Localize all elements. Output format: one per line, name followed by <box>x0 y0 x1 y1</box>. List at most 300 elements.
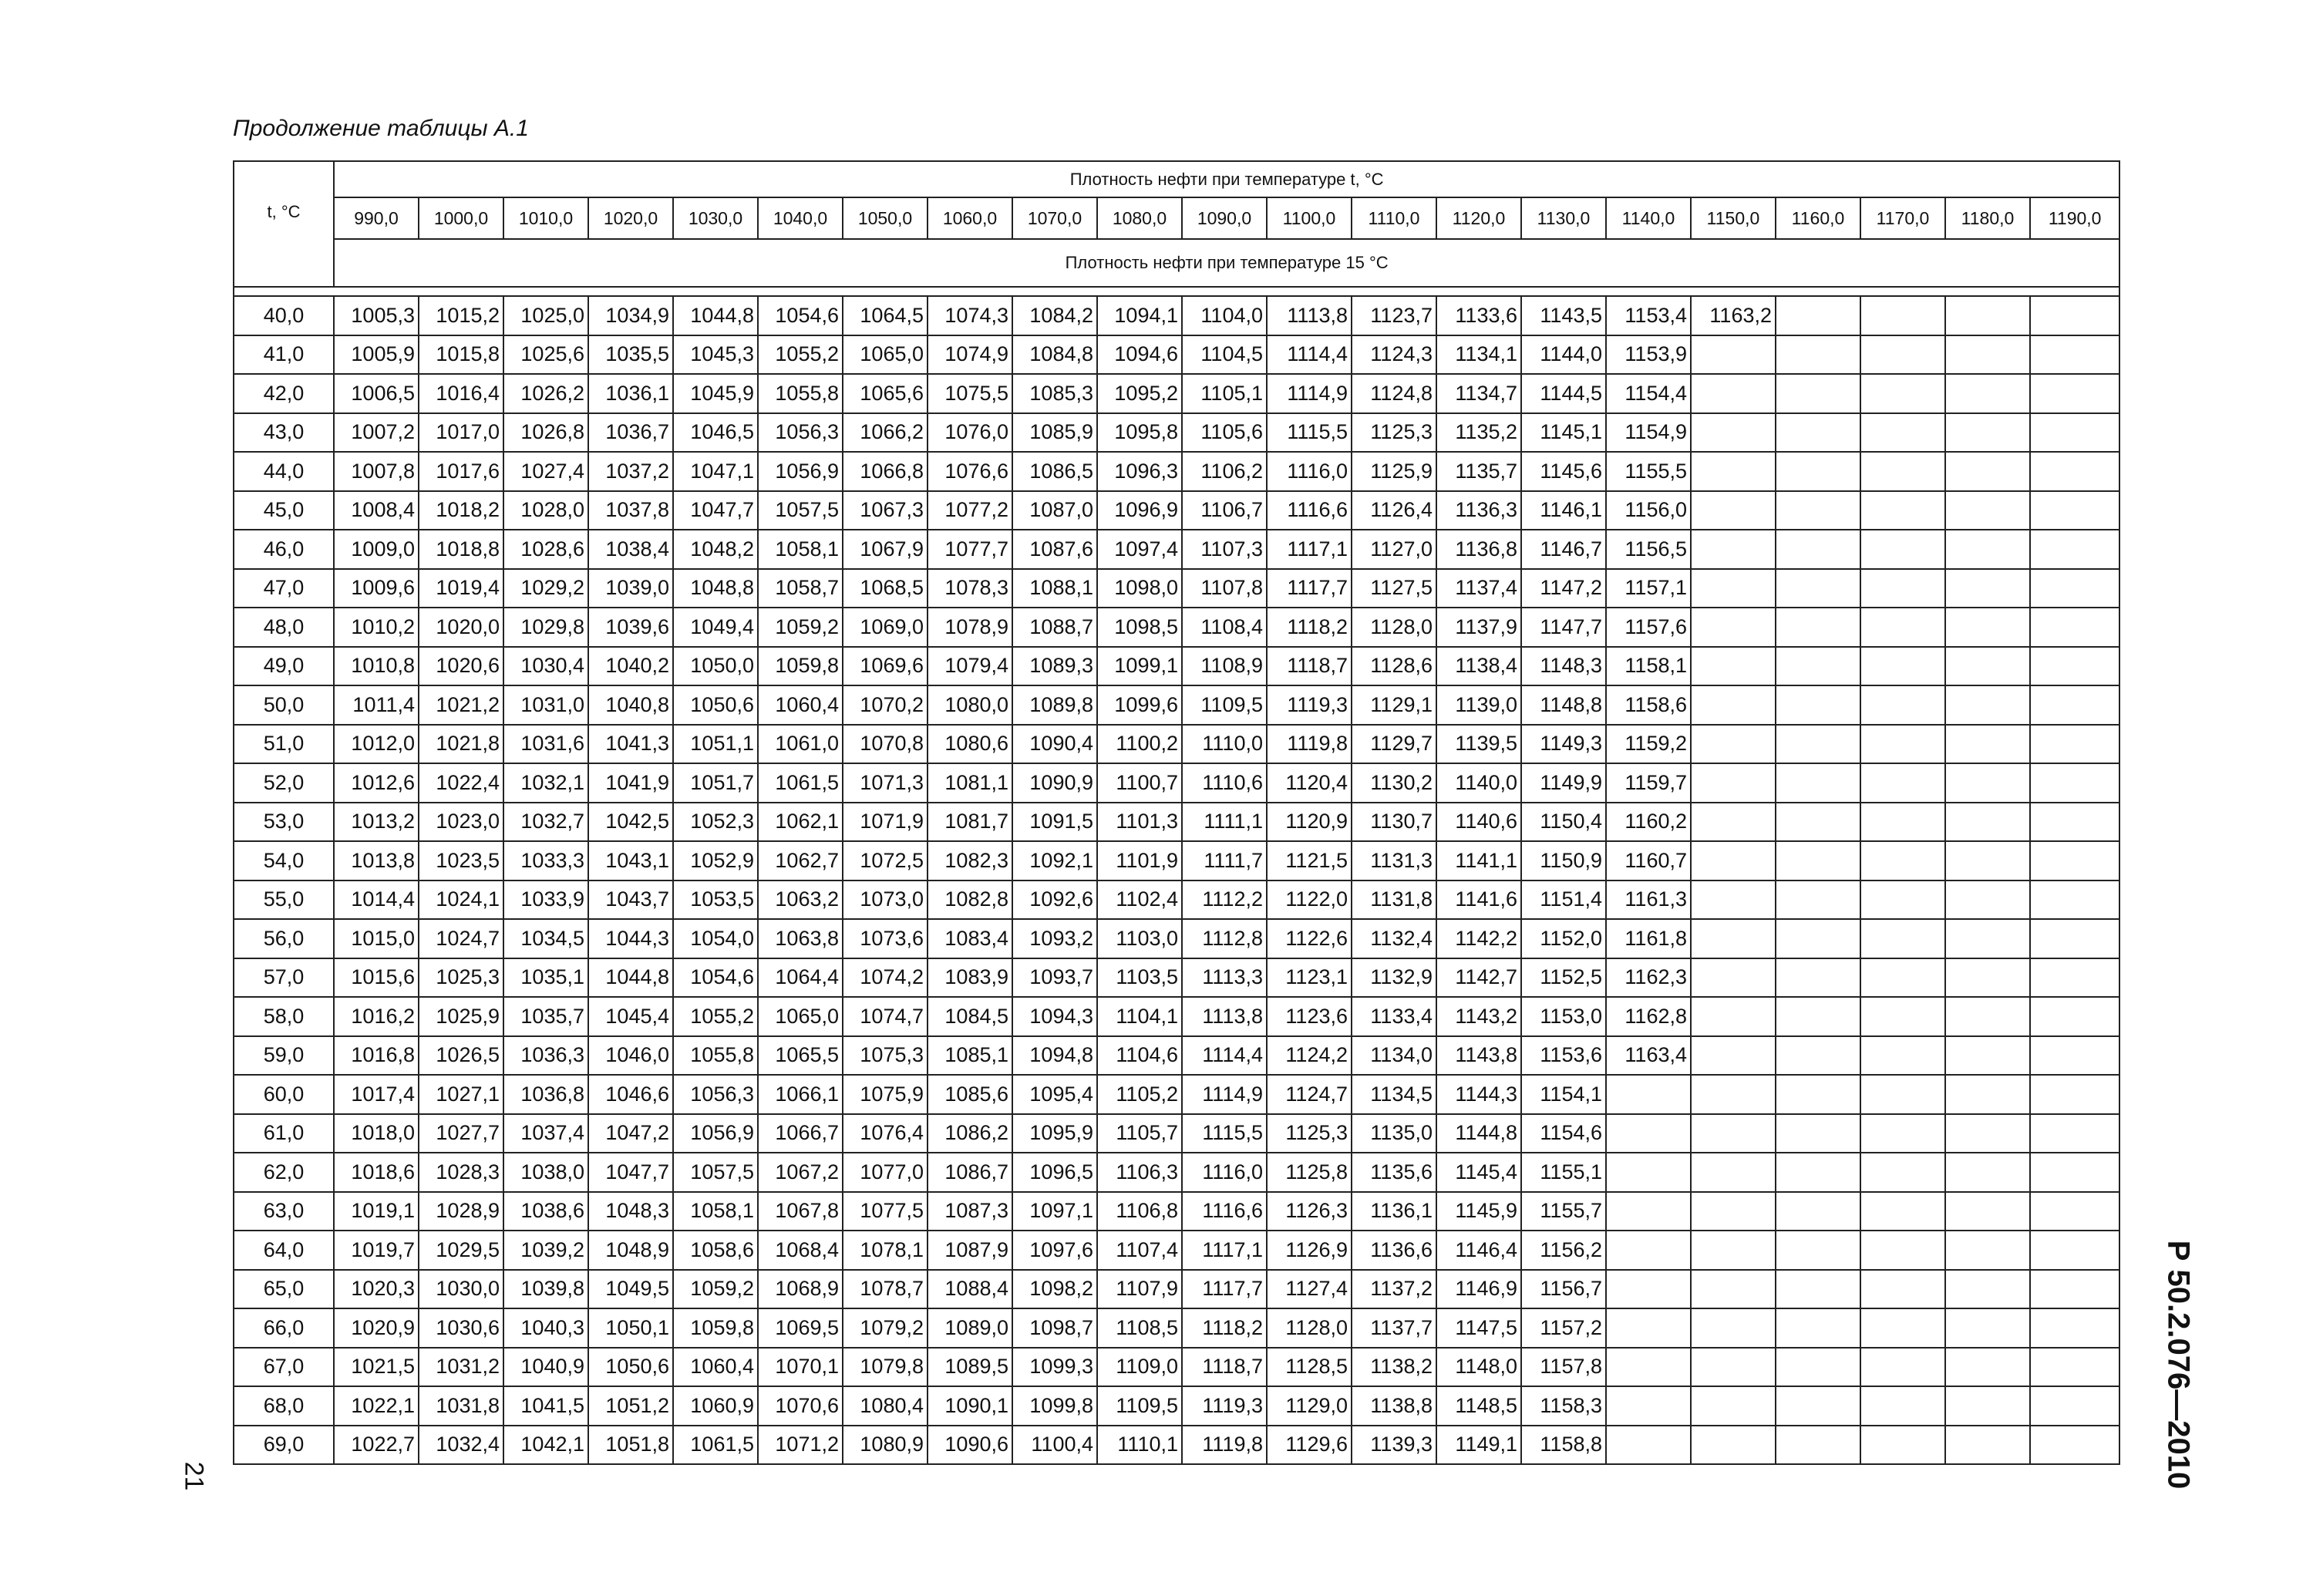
density-cell <box>1945 491 2030 530</box>
document-code: Р 50.2.076—2010 <box>2161 1240 2196 1490</box>
density-cell: 1028,9 <box>419 1192 503 1231</box>
temperature-cell: 62,0 <box>234 1153 334 1192</box>
density-cell: 1123,7 <box>1352 296 1436 335</box>
density-cell <box>1945 919 2030 958</box>
table-row <box>234 335 2119 375</box>
density-cell <box>1945 1426 2030 1465</box>
density-cell: 1088,7 <box>1012 608 1097 647</box>
density-cell: 1037,2 <box>588 452 673 491</box>
density-cell: 1071,9 <box>843 803 928 842</box>
density-cell: 1160,2 <box>1606 803 1691 842</box>
density-cell <box>1945 803 2030 842</box>
density-cell: 1009,6 <box>334 569 419 608</box>
table-row <box>234 685 2119 725</box>
density-cell: 1052,9 <box>673 841 758 880</box>
density-cell <box>1691 608 1776 647</box>
table-row <box>234 919 2119 958</box>
density-cell: 1080,4 <box>843 1386 928 1426</box>
density-cell: 1103,0 <box>1097 919 1182 958</box>
density-column-header: 1050,0 <box>843 197 928 239</box>
density-cell: 1135,2 <box>1436 413 1521 453</box>
density-cell <box>1945 880 2030 920</box>
table-row <box>234 803 2119 842</box>
density-cell: 1056,9 <box>673 1114 758 1153</box>
temperature-cell: 40,0 <box>234 296 334 335</box>
density-cell <box>2030 647 2119 686</box>
density-cell: 1015,0 <box>334 919 419 958</box>
density-cell: 1047,7 <box>673 491 758 530</box>
density-cell: 1137,9 <box>1436 608 1521 647</box>
density-column-header: 1180,0 <box>1945 197 2030 239</box>
density-cell: 1132,9 <box>1352 958 1436 998</box>
density-cell: 1085,3 <box>1012 374 1097 413</box>
density-cell <box>2030 296 2119 335</box>
density-cell: 1129,7 <box>1352 725 1436 764</box>
density-cell: 1107,9 <box>1097 1270 1182 1309</box>
density-cell <box>1776 491 1860 530</box>
density-cell: 1136,8 <box>1436 530 1521 569</box>
density-cell: 1069,0 <box>843 608 928 647</box>
density-cell: 1153,4 <box>1606 296 1691 335</box>
table-row <box>234 1231 2119 1270</box>
density-cell: 1146,1 <box>1521 491 1606 530</box>
density-cell <box>1860 1075 1945 1114</box>
density-at-t-header: Плотность нефти при температуре t, °С <box>334 161 2119 197</box>
density-cell: 1124,2 <box>1267 1036 1352 1076</box>
density-cell: 1148,5 <box>1436 1386 1521 1426</box>
density-cell: 1099,1 <box>1097 647 1182 686</box>
density-cell: 1157,1 <box>1606 569 1691 608</box>
density-column-header: 1110,0 <box>1352 197 1436 239</box>
density-cell: 1056,3 <box>758 413 843 453</box>
density-cell <box>2030 763 2119 803</box>
density-cell: 1050,0 <box>673 647 758 686</box>
density-cell: 1021,2 <box>419 685 503 725</box>
density-cell: 1158,8 <box>1521 1426 1606 1465</box>
density-cell: 1135,7 <box>1436 452 1521 491</box>
density-column-header: 1010,0 <box>503 197 588 239</box>
density-cell <box>1691 997 1776 1036</box>
density-cell: 1144,8 <box>1436 1114 1521 1153</box>
density-column-header: 1060,0 <box>928 197 1012 239</box>
density-cell <box>2030 608 2119 647</box>
page-number: 21 <box>179 1461 209 1491</box>
density-cell: 1078,7 <box>843 1270 928 1309</box>
density-cell: 1051,8 <box>588 1426 673 1465</box>
density-cell: 1016,4 <box>419 374 503 413</box>
density-cell: 1127,5 <box>1352 569 1436 608</box>
density-cell: 1056,9 <box>758 452 843 491</box>
density-cell: 1024,1 <box>419 880 503 920</box>
density-cell: 1074,3 <box>928 296 1012 335</box>
temperature-cell: 64,0 <box>234 1231 334 1270</box>
density-cell: 1043,7 <box>588 880 673 920</box>
density-cell: 1122,0 <box>1267 880 1352 920</box>
density-cell <box>1776 1386 1860 1426</box>
density-cell: 1019,4 <box>419 569 503 608</box>
density-cell: 1018,2 <box>419 491 503 530</box>
table-row <box>234 647 2119 686</box>
table-row <box>234 374 2119 413</box>
density-column-header: 1070,0 <box>1012 197 1097 239</box>
density-cell: 1130,7 <box>1352 803 1436 842</box>
density-cell: 1145,9 <box>1436 1192 1521 1231</box>
density-cell: 1021,5 <box>334 1348 419 1387</box>
density-cell <box>1691 530 1776 569</box>
density-cell <box>1860 1192 1945 1231</box>
density-cell: 1101,3 <box>1097 803 1182 842</box>
density-at-15-header: Плотность нефти при температуре 15 °С <box>334 239 2119 287</box>
density-cell: 1138,8 <box>1352 1386 1436 1426</box>
density-cell: 1055,8 <box>673 1036 758 1076</box>
temperature-cell: 44,0 <box>234 452 334 491</box>
density-cell: 1141,6 <box>1436 880 1521 920</box>
density-cell: 1041,9 <box>588 763 673 803</box>
density-cell: 1162,8 <box>1606 997 1691 1036</box>
density-cell: 1038,6 <box>503 1192 588 1231</box>
density-column-header: 1170,0 <box>1860 197 1945 239</box>
density-cell: 1017,0 <box>419 413 503 453</box>
density-cell: 1137,4 <box>1436 569 1521 608</box>
density-cell <box>1860 763 1945 803</box>
density-column-header: 1190,0 <box>2030 197 2119 239</box>
density-column-header: 1130,0 <box>1521 197 1606 239</box>
density-cell <box>1776 530 1860 569</box>
table-row <box>234 569 2119 608</box>
density-cell: 1015,2 <box>419 296 503 335</box>
temperature-cell: 68,0 <box>234 1386 334 1426</box>
density-cell: 1013,2 <box>334 803 419 842</box>
density-cell <box>1691 880 1776 920</box>
density-cell: 1125,3 <box>1267 1114 1352 1153</box>
density-cell: 1034,5 <box>503 919 588 958</box>
density-cell: 1106,8 <box>1097 1192 1182 1231</box>
density-cell: 1117,7 <box>1182 1270 1267 1309</box>
density-cell: 1157,6 <box>1606 608 1691 647</box>
density-cell <box>2030 1386 2119 1426</box>
density-cell: 1100,2 <box>1097 725 1182 764</box>
density-cell <box>1691 919 1776 958</box>
density-cell: 1038,4 <box>588 530 673 569</box>
density-cell <box>1691 1348 1776 1387</box>
density-cell: 1073,6 <box>843 919 928 958</box>
density-cell: 1092,6 <box>1012 880 1097 920</box>
density-cell: 1033,9 <box>503 880 588 920</box>
density-cell: 1081,7 <box>928 803 1012 842</box>
header-spacer-row <box>234 287 2119 296</box>
density-cell: 1084,2 <box>1012 296 1097 335</box>
density-cell: 1067,8 <box>758 1192 843 1231</box>
density-cell: 1153,9 <box>1606 335 1691 375</box>
density-cell: 1155,7 <box>1521 1192 1606 1231</box>
density-cell: 1037,4 <box>503 1114 588 1153</box>
density-cell: 1025,3 <box>419 958 503 998</box>
table-row <box>234 997 2119 1036</box>
density-cell: 1075,9 <box>843 1075 928 1114</box>
density-cell: 1026,8 <box>503 413 588 453</box>
density-cell <box>1691 647 1776 686</box>
density-cell: 1116,6 <box>1267 491 1352 530</box>
density-cell: 1136,6 <box>1352 1231 1436 1270</box>
density-cell <box>2030 803 2119 842</box>
t-column-header: t, °C <box>234 161 334 287</box>
density-cell: 1074,7 <box>843 997 928 1036</box>
density-cell <box>1945 1153 2030 1192</box>
density-cell: 1096,3 <box>1097 452 1182 491</box>
density-cell: 1029,8 <box>503 608 588 647</box>
density-cell: 1095,2 <box>1097 374 1182 413</box>
density-cell: 1030,6 <box>419 1308 503 1348</box>
density-cell: 1089,5 <box>928 1348 1012 1387</box>
density-cell: 1125,9 <box>1352 452 1436 491</box>
density-cell: 1156,5 <box>1606 530 1691 569</box>
density-cell: 1040,8 <box>588 685 673 725</box>
density-column-header: 1030,0 <box>673 197 758 239</box>
density-cell <box>1860 841 1945 880</box>
density-cell: 1106,7 <box>1182 491 1267 530</box>
density-cell: 1124,8 <box>1352 374 1436 413</box>
temperature-cell: 50,0 <box>234 685 334 725</box>
table-row <box>234 1036 2119 1076</box>
table-row <box>234 880 2119 920</box>
density-column-header: 1150,0 <box>1691 197 1776 239</box>
density-cell: 1078,3 <box>928 569 1012 608</box>
density-cell: 1115,5 <box>1182 1114 1267 1153</box>
density-cell: 1005,3 <box>334 296 419 335</box>
density-cell: 1090,9 <box>1012 763 1097 803</box>
density-cell: 1025,0 <box>503 296 588 335</box>
density-cell <box>2030 569 2119 608</box>
density-cell: 1089,3 <box>1012 647 1097 686</box>
density-cell: 1048,8 <box>673 569 758 608</box>
density-cell <box>1860 1270 1945 1309</box>
density-cell: 1058,1 <box>758 530 843 569</box>
density-cell <box>2030 685 2119 725</box>
density-column-header: 1140,0 <box>1606 197 1691 239</box>
density-cell: 1039,8 <box>503 1270 588 1309</box>
density-cell: 1102,4 <box>1097 880 1182 920</box>
density-cell <box>1606 1426 1691 1465</box>
density-cell: 1033,3 <box>503 841 588 880</box>
density-cell: 1019,1 <box>334 1192 419 1231</box>
density-cell <box>1691 803 1776 842</box>
density-cell: 1095,8 <box>1097 413 1182 453</box>
density-cell <box>1691 1075 1776 1114</box>
density-cell: 1107,3 <box>1182 530 1267 569</box>
density-cell <box>1860 452 1945 491</box>
density-cell: 1117,7 <box>1267 569 1352 608</box>
density-cell: 1058,6 <box>673 1231 758 1270</box>
density-cell: 1110,1 <box>1097 1426 1182 1465</box>
density-cell: 1065,5 <box>758 1036 843 1076</box>
density-cell: 1039,6 <box>588 608 673 647</box>
density-cell: 1082,8 <box>928 880 1012 920</box>
density-cell: 1080,6 <box>928 725 1012 764</box>
density-cell: 1060,4 <box>673 1348 758 1387</box>
density-cell: 1042,1 <box>503 1426 588 1465</box>
density-cell: 1051,7 <box>673 763 758 803</box>
density-cell <box>1691 1114 1776 1153</box>
density-cell: 1111,1 <box>1182 803 1267 842</box>
density-cell: 1031,0 <box>503 685 588 725</box>
temperature-cell: 45,0 <box>234 491 334 530</box>
density-cell: 1110,6 <box>1182 763 1267 803</box>
temperature-cell: 67,0 <box>234 1348 334 1387</box>
density-cell: 1028,3 <box>419 1153 503 1192</box>
density-cell <box>2030 413 2119 453</box>
density-cell: 1135,0 <box>1352 1114 1436 1153</box>
density-cell <box>2030 1348 2119 1387</box>
table-row <box>234 841 2119 880</box>
density-cell: 1077,2 <box>928 491 1012 530</box>
density-cell: 1023,0 <box>419 803 503 842</box>
density-cell: 1136,3 <box>1436 491 1521 530</box>
density-cell: 1131,8 <box>1352 880 1436 920</box>
density-cell: 1106,3 <box>1097 1153 1182 1192</box>
temperature-cell: 46,0 <box>234 530 334 569</box>
density-cell <box>1606 1075 1691 1114</box>
density-cell: 1022,1 <box>334 1386 419 1426</box>
density-cell: 1104,6 <box>1097 1036 1182 1076</box>
density-cell <box>2030 958 2119 998</box>
density-cell: 1152,5 <box>1521 958 1606 998</box>
density-cell: 1133,6 <box>1436 296 1521 335</box>
density-cell: 1143,5 <box>1521 296 1606 335</box>
density-cell: 1125,3 <box>1352 413 1436 453</box>
density-cell: 1046,5 <box>673 413 758 453</box>
density-cell: 1035,5 <box>588 335 673 375</box>
table-row <box>234 958 2119 998</box>
density-cell: 1119,3 <box>1182 1386 1267 1426</box>
density-cell: 1153,0 <box>1521 997 1606 1036</box>
density-cell <box>2030 1153 2119 1192</box>
density-cell: 1115,5 <box>1267 413 1352 453</box>
density-cell: 1117,1 <box>1267 530 1352 569</box>
density-cell: 1068,5 <box>843 569 928 608</box>
density-cell: 1097,4 <box>1097 530 1182 569</box>
density-cell: 1066,2 <box>843 413 928 453</box>
density-cell: 1044,8 <box>673 296 758 335</box>
density-cell <box>1945 647 2030 686</box>
density-cell: 1065,6 <box>843 374 928 413</box>
density-cell: 1057,5 <box>758 491 843 530</box>
density-cell: 1061,5 <box>673 1426 758 1465</box>
table-row <box>234 1308 2119 1348</box>
density-cell: 1050,6 <box>588 1348 673 1387</box>
density-cell: 1156,2 <box>1521 1231 1606 1270</box>
density-cell <box>1776 1036 1860 1076</box>
density-cell: 1082,3 <box>928 841 1012 880</box>
table-row <box>234 608 2119 647</box>
density-cell <box>1945 1114 2030 1153</box>
density-cell: 1157,8 <box>1521 1348 1606 1387</box>
density-cell: 1146,4 <box>1436 1231 1521 1270</box>
density-cell: 1036,3 <box>503 1036 588 1076</box>
density-cell: 1087,6 <box>1012 530 1097 569</box>
density-cell: 1076,4 <box>843 1114 928 1153</box>
density-cell: 1078,9 <box>928 608 1012 647</box>
table-row <box>234 1192 2119 1231</box>
density-cell: 1048,9 <box>588 1231 673 1270</box>
density-cell: 1130,2 <box>1352 763 1436 803</box>
density-cell: 1032,4 <box>419 1426 503 1465</box>
temperature-cell: 54,0 <box>234 841 334 880</box>
density-column-header: 1000,0 <box>419 197 503 239</box>
density-cell: 1139,0 <box>1436 685 1521 725</box>
density-cell: 1050,6 <box>673 685 758 725</box>
density-cell: 1008,4 <box>334 491 419 530</box>
density-cell <box>1691 1270 1776 1309</box>
density-cell: 1151,4 <box>1521 880 1606 920</box>
density-cell: 1067,3 <box>843 491 928 530</box>
density-cell: 1073,0 <box>843 880 928 920</box>
density-cell: 1137,2 <box>1352 1270 1436 1309</box>
density-cell: 1084,5 <box>928 997 1012 1036</box>
density-cell: 1118,7 <box>1182 1348 1267 1387</box>
density-cell: 1114,4 <box>1182 1036 1267 1076</box>
density-cell: 1077,0 <box>843 1153 928 1192</box>
density-cell: 1144,3 <box>1436 1075 1521 1114</box>
density-cell <box>1945 763 2030 803</box>
density-cell <box>1945 530 2030 569</box>
temperature-cell: 49,0 <box>234 647 334 686</box>
density-cell: 1090,4 <box>1012 725 1097 764</box>
temperature-cell: 61,0 <box>234 1114 334 1153</box>
density-cell: 1035,1 <box>503 958 588 998</box>
density-cell <box>1860 569 1945 608</box>
density-cell <box>1776 1308 1860 1348</box>
table-row <box>234 491 2119 530</box>
density-cell <box>1776 880 1860 920</box>
temperature-cell: 41,0 <box>234 335 334 375</box>
density-cell: 1107,8 <box>1182 569 1267 608</box>
density-cell <box>2030 841 2119 880</box>
density-cell: 1114,9 <box>1267 374 1352 413</box>
density-cell: 1048,2 <box>673 530 758 569</box>
density-cell: 1043,1 <box>588 841 673 880</box>
density-cell: 1112,8 <box>1182 919 1267 958</box>
density-cell: 1132,4 <box>1352 919 1436 958</box>
table-row <box>234 413 2119 453</box>
density-cell: 1039,2 <box>503 1231 588 1270</box>
density-cell: 1055,2 <box>673 997 758 1036</box>
density-cell <box>1776 1075 1860 1114</box>
density-cell <box>1691 763 1776 803</box>
density-cell: 1041,5 <box>503 1386 588 1426</box>
density-cell: 1058,1 <box>673 1192 758 1231</box>
density-cell <box>1860 647 1945 686</box>
density-cell: 1070,6 <box>758 1386 843 1426</box>
density-cell <box>2030 1075 2119 1114</box>
density-cell: 1035,7 <box>503 997 588 1036</box>
density-cell: 1084,8 <box>1012 335 1097 375</box>
density-cell: 1024,7 <box>419 919 503 958</box>
density-cell: 1152,0 <box>1521 919 1606 958</box>
density-cell <box>2030 1231 2119 1270</box>
density-cell: 1094,1 <box>1097 296 1182 335</box>
density-cell: 1086,7 <box>928 1153 1012 1192</box>
table-row <box>234 296 2119 335</box>
density-cell: 1136,1 <box>1352 1192 1436 1231</box>
density-cell: 1158,6 <box>1606 685 1691 725</box>
density-cell: 1027,7 <box>419 1114 503 1153</box>
density-cell: 1071,3 <box>843 763 928 803</box>
density-cell <box>1945 841 2030 880</box>
density-cell: 1068,9 <box>758 1270 843 1309</box>
density-cell: 1040,9 <box>503 1348 588 1387</box>
density-cell: 1005,9 <box>334 335 419 375</box>
density-cell: 1023,5 <box>419 841 503 880</box>
